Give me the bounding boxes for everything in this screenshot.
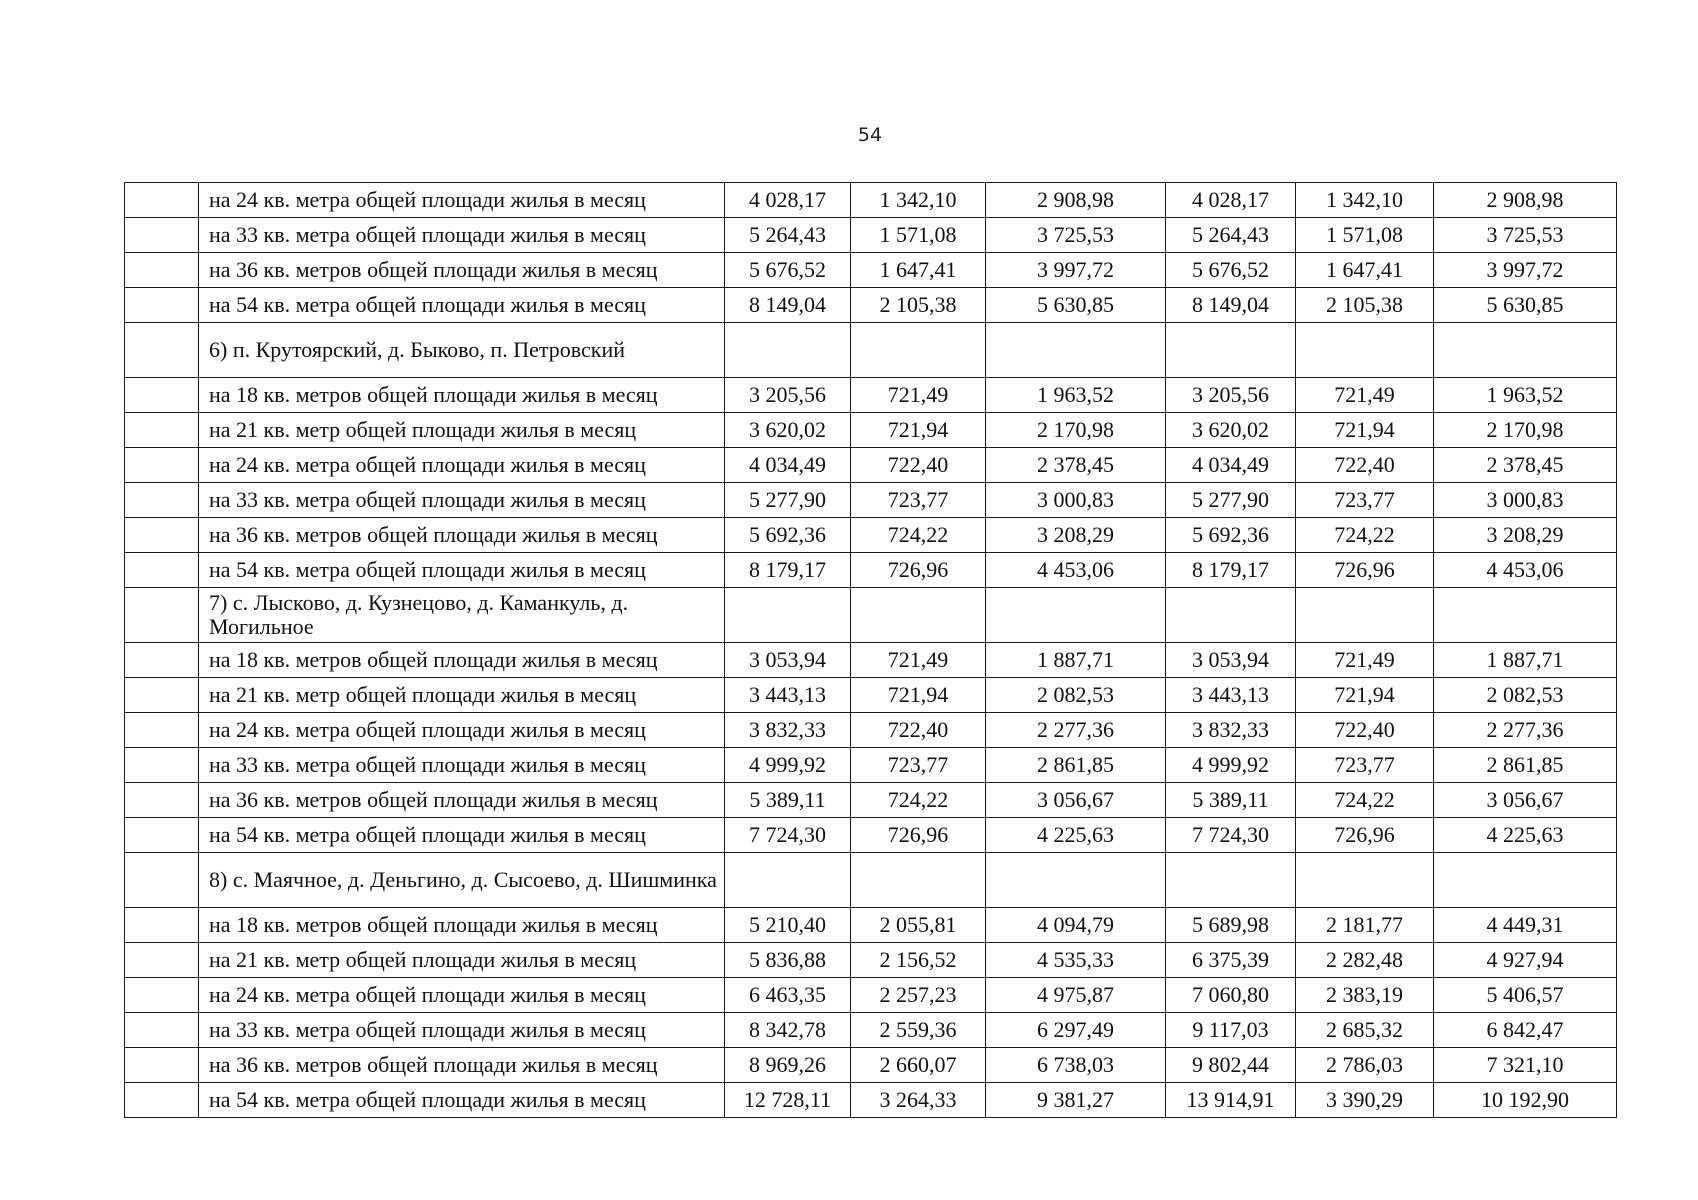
value-cell: 3 000,83 bbox=[1434, 483, 1617, 518]
value-cell: 721,49 bbox=[851, 643, 986, 678]
value-cell: 4 999,92 bbox=[725, 748, 851, 783]
value-cell: 6 842,47 bbox=[1434, 1013, 1617, 1048]
table-row bbox=[125, 678, 1617, 713]
value-cell: 4 975,87 bbox=[986, 978, 1166, 1013]
table-row bbox=[125, 1048, 1617, 1083]
row-label: на 36 кв. метров общей площади жилья в месяц bbox=[199, 253, 725, 288]
value-cell: 3 053,94 bbox=[1166, 643, 1296, 678]
value-cell: 726,96 bbox=[851, 553, 986, 588]
value-cell: 7 724,30 bbox=[725, 818, 851, 853]
row-label: на 24 кв. метра общей площади жилья в месяц bbox=[199, 978, 725, 1013]
value-cell: 13 914,91 bbox=[1166, 1083, 1296, 1118]
row-label: на 21 кв. метр общей площади жилья в месяц bbox=[199, 413, 725, 448]
value-cell: 2 786,03 bbox=[1296, 1048, 1434, 1083]
value-cell: 5 389,11 bbox=[1166, 783, 1296, 818]
value-cell: 722,40 bbox=[1296, 713, 1434, 748]
row-label: на 18 кв. метров общей площади жилья в месяц bbox=[199, 378, 725, 413]
row-label: на 36 кв. метров общей площади жилья в месяц bbox=[199, 783, 725, 818]
value-cell bbox=[725, 853, 851, 908]
value-cell bbox=[986, 853, 1166, 908]
value-cell: 5 277,90 bbox=[725, 483, 851, 518]
row-number-cell bbox=[125, 518, 199, 553]
value-cell: 721,94 bbox=[1296, 678, 1434, 713]
value-cell: 724,22 bbox=[1296, 518, 1434, 553]
table-row bbox=[125, 413, 1617, 448]
value-cell: 5 277,90 bbox=[1166, 483, 1296, 518]
value-cell: 2 685,32 bbox=[1296, 1013, 1434, 1048]
value-cell bbox=[1434, 853, 1617, 908]
value-cell: 5 676,52 bbox=[725, 253, 851, 288]
table-row bbox=[125, 643, 1617, 678]
value-cell: 2 170,98 bbox=[1434, 413, 1617, 448]
value-cell: 5 689,98 bbox=[1166, 908, 1296, 943]
value-cell: 3 832,33 bbox=[725, 713, 851, 748]
row-number-cell bbox=[125, 818, 199, 853]
table-body bbox=[125, 183, 1617, 1118]
value-cell: 5 406,57 bbox=[1434, 978, 1617, 1013]
value-cell: 3 208,29 bbox=[986, 518, 1166, 553]
value-cell: 2 861,85 bbox=[1434, 748, 1617, 783]
value-cell: 723,77 bbox=[1296, 748, 1434, 783]
value-cell: 3 620,02 bbox=[1166, 413, 1296, 448]
value-cell: 2 660,07 bbox=[851, 1048, 986, 1083]
value-cell: 4 449,31 bbox=[1434, 908, 1617, 943]
value-cell bbox=[851, 853, 986, 908]
value-cell bbox=[1296, 588, 1434, 643]
row-label: на 21 кв. метр общей площади жилья в месяц bbox=[199, 943, 725, 978]
value-cell: 2 082,53 bbox=[1434, 678, 1617, 713]
value-cell: 2 277,36 bbox=[986, 713, 1166, 748]
value-cell bbox=[1434, 588, 1617, 643]
value-cell: 3 053,94 bbox=[725, 643, 851, 678]
value-cell: 726,96 bbox=[1296, 553, 1434, 588]
value-cell: 1 963,52 bbox=[1434, 378, 1617, 413]
value-cell: 1 647,41 bbox=[851, 253, 986, 288]
value-cell: 2 105,38 bbox=[1296, 288, 1434, 323]
value-cell: 724,22 bbox=[1296, 783, 1434, 818]
value-cell: 3 997,72 bbox=[986, 253, 1166, 288]
row-label: на 54 кв. метра общей площади жилья в месяц bbox=[199, 288, 725, 323]
row-number-cell bbox=[125, 943, 199, 978]
row-number-cell bbox=[125, 378, 199, 413]
table-row bbox=[125, 943, 1617, 978]
row-label: на 54 кв. метра общей площади жилья в месяц bbox=[199, 1083, 725, 1118]
value-cell: 2 156,52 bbox=[851, 943, 986, 978]
value-cell: 726,96 bbox=[851, 818, 986, 853]
value-cell: 1 571,08 bbox=[851, 218, 986, 253]
value-cell: 2 170,98 bbox=[986, 413, 1166, 448]
table-row bbox=[125, 253, 1617, 288]
table-row bbox=[125, 553, 1617, 588]
table-row bbox=[125, 818, 1617, 853]
value-cell bbox=[725, 323, 851, 378]
value-cell: 5 676,52 bbox=[1166, 253, 1296, 288]
value-cell: 5 264,43 bbox=[725, 218, 851, 253]
value-cell bbox=[1434, 323, 1617, 378]
section-title: 7) с. Лысково, д. Кузнецово, д. Каманкуль, д. Могильное bbox=[199, 588, 725, 643]
value-cell: 8 179,17 bbox=[725, 553, 851, 588]
value-cell: 2 861,85 bbox=[986, 748, 1166, 783]
value-cell: 8 969,26 bbox=[725, 1048, 851, 1083]
value-cell: 722,40 bbox=[851, 713, 986, 748]
value-cell: 3 832,33 bbox=[1166, 713, 1296, 748]
row-number-cell bbox=[125, 1048, 199, 1083]
row-label: на 33 кв. метра общей площади жилья в месяц bbox=[199, 483, 725, 518]
row-number-cell bbox=[125, 713, 199, 748]
value-cell: 5 210,40 bbox=[725, 908, 851, 943]
section-title: 6) п. Крутоярский, д. Быково, п. Петровский bbox=[199, 323, 725, 378]
value-cell: 3 725,53 bbox=[986, 218, 1166, 253]
value-cell: 3 390,29 bbox=[1296, 1083, 1434, 1118]
value-cell: 4 535,33 bbox=[986, 943, 1166, 978]
value-cell: 3 205,56 bbox=[1166, 378, 1296, 413]
value-cell: 721,49 bbox=[1296, 643, 1434, 678]
value-cell: 9 381,27 bbox=[986, 1083, 1166, 1118]
table-row bbox=[125, 448, 1617, 483]
row-label: на 24 кв. метра общей площади жилья в месяц bbox=[199, 183, 725, 218]
page-number: 54 bbox=[857, 124, 883, 146]
row-number-cell bbox=[125, 853, 199, 908]
value-cell: 2 908,98 bbox=[1434, 183, 1617, 218]
row-label: на 36 кв. метров общей площади жилья в месяц bbox=[199, 518, 725, 553]
row-label: на 54 кв. метра общей площади жилья в месяц bbox=[199, 553, 725, 588]
value-cell: 9 117,03 bbox=[1166, 1013, 1296, 1048]
value-cell: 4 034,49 bbox=[725, 448, 851, 483]
value-cell: 7 060,80 bbox=[1166, 978, 1296, 1013]
section-header-row bbox=[125, 588, 1617, 643]
row-label: на 36 кв. метров общей площади жилья в месяц bbox=[199, 1048, 725, 1083]
tariff-table bbox=[124, 182, 1617, 1118]
value-cell: 4 028,17 bbox=[725, 183, 851, 218]
value-cell: 8 149,04 bbox=[1166, 288, 1296, 323]
row-number-cell bbox=[125, 1013, 199, 1048]
row-number-cell bbox=[125, 253, 199, 288]
row-number-cell bbox=[125, 553, 199, 588]
value-cell: 3 264,33 bbox=[851, 1083, 986, 1118]
table-row bbox=[125, 183, 1617, 218]
row-number-cell bbox=[125, 218, 199, 253]
row-number-cell bbox=[125, 978, 199, 1013]
value-cell: 4 225,63 bbox=[986, 818, 1166, 853]
value-cell: 12 728,11 bbox=[725, 1083, 851, 1118]
table-row bbox=[125, 748, 1617, 783]
value-cell bbox=[725, 588, 851, 643]
value-cell: 2 559,36 bbox=[851, 1013, 986, 1048]
table-row bbox=[125, 1083, 1617, 1118]
row-label: на 21 кв. метр общей площади жилья в месяц bbox=[199, 678, 725, 713]
value-cell: 3 056,67 bbox=[1434, 783, 1617, 818]
value-cell: 1 647,41 bbox=[1296, 253, 1434, 288]
row-number-cell bbox=[125, 748, 199, 783]
row-number-cell bbox=[125, 643, 199, 678]
value-cell: 4 094,79 bbox=[986, 908, 1166, 943]
value-cell: 1 342,10 bbox=[851, 183, 986, 218]
value-cell: 4 927,94 bbox=[1434, 943, 1617, 978]
value-cell: 721,49 bbox=[1296, 378, 1434, 413]
value-cell: 2 378,45 bbox=[1434, 448, 1617, 483]
value-cell: 8 342,78 bbox=[725, 1013, 851, 1048]
value-cell: 2 055,81 bbox=[851, 908, 986, 943]
value-cell: 2 378,45 bbox=[986, 448, 1166, 483]
value-cell: 6 297,49 bbox=[986, 1013, 1166, 1048]
value-cell: 10 192,90 bbox=[1434, 1083, 1617, 1118]
value-cell: 1 963,52 bbox=[986, 378, 1166, 413]
value-cell bbox=[851, 588, 986, 643]
table-row bbox=[125, 783, 1617, 818]
row-number-cell bbox=[125, 908, 199, 943]
value-cell: 726,96 bbox=[1296, 818, 1434, 853]
value-cell: 724,22 bbox=[851, 518, 986, 553]
row-label: на 24 кв. метра общей площади жилья в месяц bbox=[199, 448, 725, 483]
value-cell: 2 383,19 bbox=[1296, 978, 1434, 1013]
row-number-cell bbox=[125, 483, 199, 518]
value-cell: 721,94 bbox=[1296, 413, 1434, 448]
value-cell: 4 999,92 bbox=[1166, 748, 1296, 783]
row-number-cell bbox=[125, 588, 199, 643]
value-cell: 2 181,77 bbox=[1296, 908, 1434, 943]
table-row bbox=[125, 378, 1617, 413]
value-cell: 1 342,10 bbox=[1296, 183, 1434, 218]
row-number-cell bbox=[125, 678, 199, 713]
value-cell: 7 321,10 bbox=[1434, 1048, 1617, 1083]
row-label: на 54 кв. метра общей площади жилья в месяц bbox=[199, 818, 725, 853]
value-cell: 1 887,71 bbox=[1434, 643, 1617, 678]
table-row bbox=[125, 218, 1617, 253]
value-cell: 5 836,88 bbox=[725, 943, 851, 978]
value-cell bbox=[1166, 323, 1296, 378]
value-cell: 3 208,29 bbox=[1434, 518, 1617, 553]
value-cell: 3 620,02 bbox=[725, 413, 851, 448]
value-cell bbox=[986, 588, 1166, 643]
value-cell bbox=[1296, 323, 1434, 378]
value-cell bbox=[851, 323, 986, 378]
value-cell: 1 887,71 bbox=[986, 643, 1166, 678]
value-cell: 2 257,23 bbox=[851, 978, 986, 1013]
row-label: на 33 кв. метра общей площади жилья в месяц bbox=[199, 218, 725, 253]
value-cell: 3 443,13 bbox=[1166, 678, 1296, 713]
value-cell: 5 630,85 bbox=[1434, 288, 1617, 323]
value-cell: 8 149,04 bbox=[725, 288, 851, 323]
value-cell: 3 000,83 bbox=[986, 483, 1166, 518]
row-number-cell bbox=[125, 323, 199, 378]
row-number-cell bbox=[125, 413, 199, 448]
value-cell: 2 908,98 bbox=[986, 183, 1166, 218]
table-row bbox=[125, 483, 1617, 518]
value-cell: 722,40 bbox=[851, 448, 986, 483]
table-row bbox=[125, 908, 1617, 943]
value-cell: 2 277,36 bbox=[1434, 713, 1617, 748]
value-cell: 3 205,56 bbox=[725, 378, 851, 413]
value-cell: 722,40 bbox=[1296, 448, 1434, 483]
value-cell: 5 692,36 bbox=[1166, 518, 1296, 553]
value-cell: 721,94 bbox=[851, 678, 986, 713]
value-cell bbox=[1296, 853, 1434, 908]
value-cell bbox=[1166, 853, 1296, 908]
value-cell: 721,94 bbox=[851, 413, 986, 448]
row-label: на 18 кв. метров общей площади жилья в месяц bbox=[199, 908, 725, 943]
value-cell: 4 453,06 bbox=[986, 553, 1166, 588]
value-cell: 6 375,39 bbox=[1166, 943, 1296, 978]
row-label: на 18 кв. метров общей площади жилья в месяц bbox=[199, 643, 725, 678]
value-cell: 5 389,11 bbox=[725, 783, 851, 818]
table-row bbox=[125, 978, 1617, 1013]
value-cell: 3 443,13 bbox=[725, 678, 851, 713]
value-cell: 6 463,35 bbox=[725, 978, 851, 1013]
value-cell: 723,77 bbox=[851, 748, 986, 783]
value-cell: 3 056,67 bbox=[986, 783, 1166, 818]
row-label: на 33 кв. метра общей площади жилья в месяц bbox=[199, 1013, 725, 1048]
row-number-cell bbox=[125, 288, 199, 323]
value-cell: 2 082,53 bbox=[986, 678, 1166, 713]
row-number-cell bbox=[125, 1083, 199, 1118]
table-row bbox=[125, 288, 1617, 323]
section-title: 8) с. Маячное, д. Деньгино, д. Сысоево, д. Шишминка bbox=[199, 853, 725, 908]
value-cell: 723,77 bbox=[1296, 483, 1434, 518]
value-cell: 7 724,30 bbox=[1166, 818, 1296, 853]
section-header-row bbox=[125, 853, 1617, 908]
value-cell: 2 282,48 bbox=[1296, 943, 1434, 978]
table-row bbox=[125, 713, 1617, 748]
table-row bbox=[125, 1013, 1617, 1048]
value-cell: 9 802,44 bbox=[1166, 1048, 1296, 1083]
row-label: на 24 кв. метра общей площади жилья в месяц bbox=[199, 713, 725, 748]
value-cell: 721,49 bbox=[851, 378, 986, 413]
row-number-cell bbox=[125, 448, 199, 483]
value-cell: 8 179,17 bbox=[1166, 553, 1296, 588]
value-cell: 6 738,03 bbox=[986, 1048, 1166, 1083]
table-row bbox=[125, 518, 1617, 553]
value-cell: 1 571,08 bbox=[1296, 218, 1434, 253]
row-label: на 33 кв. метра общей площади жилья в месяц bbox=[199, 748, 725, 783]
value-cell: 5 630,85 bbox=[986, 288, 1166, 323]
value-cell: 4 225,63 bbox=[1434, 818, 1617, 853]
value-cell: 3 725,53 bbox=[1434, 218, 1617, 253]
value-cell: 723,77 bbox=[851, 483, 986, 518]
value-cell: 4 453,06 bbox=[1434, 553, 1617, 588]
value-cell bbox=[1166, 588, 1296, 643]
section-header-row bbox=[125, 323, 1617, 378]
row-number-cell bbox=[125, 183, 199, 218]
value-cell bbox=[986, 323, 1166, 378]
value-cell: 724,22 bbox=[851, 783, 986, 818]
value-cell: 5 264,43 bbox=[1166, 218, 1296, 253]
value-cell: 4 028,17 bbox=[1166, 183, 1296, 218]
value-cell: 2 105,38 bbox=[851, 288, 986, 323]
value-cell: 4 034,49 bbox=[1166, 448, 1296, 483]
row-number-cell bbox=[125, 783, 199, 818]
value-cell: 5 692,36 bbox=[725, 518, 851, 553]
value-cell: 3 997,72 bbox=[1434, 253, 1617, 288]
